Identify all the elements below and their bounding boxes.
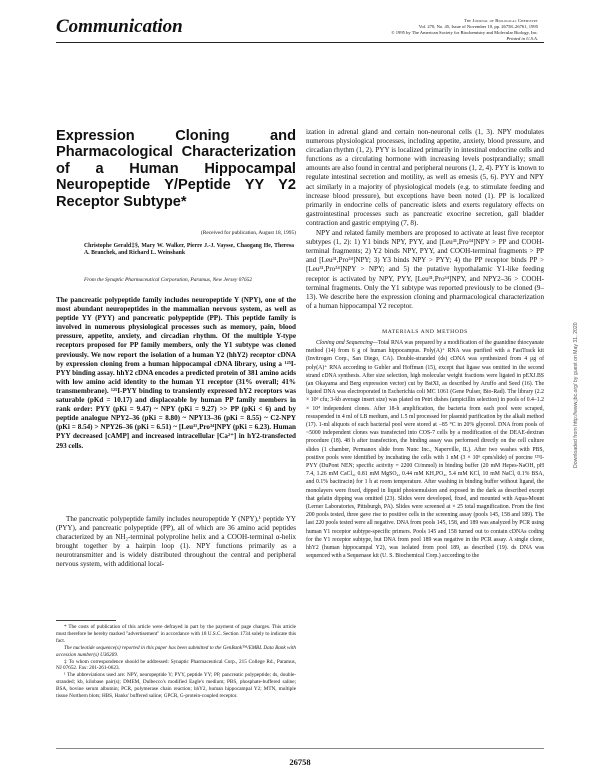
affiliation: From the Synaptic Pharmaceutical Corporation, Paramus, New Jersey 07652 bbox=[84, 277, 253, 283]
footnote-rule bbox=[56, 620, 116, 621]
bottom-rule bbox=[56, 748, 544, 749]
footnote-genbank: The nucleotide sequence(s) reported in this paper has been submitted to the GenBank™/EMBL Data Bank with accession number(s) U36269. bbox=[56, 644, 296, 658]
body-paragraph: ization in adrenal gland and certain non-neuronal cells (1, 3). NPY modulates numerous physiological processes, including appetite, anxiety, blood pressure, and circadian rhythm (1, 2). PYY is localized primarily in intestinal endocrine cells and functions as a circulating hormone with increasing levels postprandially; small amounts are also found in central and peripheral neurons (1, 2, 4). PYY is known to regulate intestinal secretion and motility, as well as emesis (5, 6). PYY and NPY act similarly in a majority of physiological models (e.g. to stimulate feeding and increase blood pressure), but exceptions have been noted (1). PP is localized primarily in endocrine cells of pancreatic islets and exerts regulatory effects on gastrointestinal processes such as pancreatic exocrine secretion, gall bladder contraction and gastric emptying (7, 8). bbox=[306, 128, 544, 227]
footnote-costs: * The costs of publication of this article were defrayed in part by the payment of page charges. This article must therefore be hereby marked "advertisement" in accordance with 18 U.S.C. Section 1734 solely to indicate this fact. bbox=[56, 624, 296, 644]
methods-heading: MATERIALS AND METHODS bbox=[382, 329, 468, 335]
page-number: 26758 bbox=[289, 757, 311, 767]
journal-name: The Journal of Biological Chemistry bbox=[463, 18, 538, 23]
author-list: Christophe Gerald‡§, Mary W. Walker, Pierre J.-J. Vaysse, Chaogang He, Theresa A. Branchek, and Richard L. Weinshank bbox=[84, 243, 294, 257]
methods-text: Total RNA was prepared by a modification of the guanidine thiocyanate method (14) from 6 g of human hippocampus. Poly(A)⁺ RNA was purified with a FastTrack kit (Invitrogen Corp., San Diego, CA). Double-stranded (ds) cDNA was synthesized from 4 μg of poly(A)⁺ RNA according to Gubler and Hoffman (15), except that ligase was omitted in the second strand cDNA synthesis. After size selection, high molecular weight fractions were ligated in pEXJ.BS (an Okayama and Berg expression vector) cut by BstXI, as described by Aruffo and Seed (16). The ligated DNA was electroporated in Escherichia coli MC 1061 (Gene Pulser, Bio-Rad). The library (2.2 × 10⁶ cfu; 3-kb average insert size) was plated on Petri dishes (ampicillin selection) in pools of 0.4–1.2 × 10⁴ independent clones. After 18-h amplification, the bacteria from each pool were scraped, resuspended in 4 ml of LB medium, and 1.5 ml processed for plasmid purification by the alkali method (17). 1-ml aliquots of each bacterial pool were stored at −85 °C in 20% glycerol. DNA from pools of ~5000 independent clones was transfected into COS-7 cells by a modification of the DEAE-dextran procedure (18). 48 h after transfection, the binding assay was performed directly on the cell culture slides (1 chamber, Permanox slide from Nunc Inc., Naperville, IL). After two washes with PBS, positive pools were identified by incubating the cells with 1 nM (3 × 10⁶ cpm/slide) of porcine ¹²⁵I-PYY (DuPont NEN; specific activity = 2200 Ci/mmol) in binding buffer (20 mM Hepes-NaOH, pH 7.4, 1.26 mM CaCl₂, 0.81 mM MgSO₄, 0.44 mM KH₂PO₄, 5.4 mM KCl, 10 mM NaCl, 0.1% BSA, and 0.1% bacitracin) for 1 h at room temperature. After washing in binding buffer without ligand, the monolayers were fixed, dipped in liquid photoemulsion and exposed in the dark as described except that gelatin dipping was omitted (23). Slides were developed, fixed, and mounted with Aqua-Mount (Lerner Laboratories, Pittsburgh, PA). Slides were screened at × 25 total magnification. From the first 200 pools tested, three gave rise to positive cells in the screening assay (pools 145, 158 and 189). The last 220 pools tested were all negative. DNA from pools 145, 158, and 189 was analyzed by PCR using human Y1 receptor subtype-specific primers. Pools 145 and 158 turned out to contain cDNAs coding for the Y1 receptor subtype, but DNA from pool 189 was negative in the PCR assay. A single clone, hhY2 (human hippocampal Y2), was isolated from pool 189, as described (19). ds DNA was sequenced with a Sequenase kit (U. S. Biochemical Corp.) according to the bbox=[306, 340, 544, 560]
journal-copyright: © 1995 by The American Society for Biochemistry and Molecular Biology, Inc. bbox=[391, 29, 538, 35]
methods-lead: Cloning and Sequencing— bbox=[316, 340, 378, 346]
footnote-correspondence: ‡ To whom correspondence should be addressed: Synaptic Pharmaceutical Corp., 215 College Rd., Paramus, NJ 07652. Fax: 201-261-0623. bbox=[56, 658, 296, 672]
intro-paragraph: The pancreatic polypeptide family includes neuropeptide Y (NPY),¹ peptide YY (PYY), and pancreatic polypeptide (PP), all of which are 36 amino acid peptides characterized by an NH₂-terminal polyproline helix and a COOH-terminal α-helix brought together by a hairpin loop (1). NPY functions primarily as a neurotransmitter and is widely distributed throughout the central and peripheral nervous system, with additional local- bbox=[56, 515, 296, 569]
journal-citation: Vol. 270, No. 45, Issue of November 10, pp. 26758–26761, 1995 bbox=[418, 23, 538, 29]
received-date: (Received for publication, August 18, 1995) bbox=[200, 230, 296, 236]
abstract: The pancreatic polypeptide family includes neuropeptide Y (NPY), one of the most abundant neuropeptides in the mammalian nervous system, as well as peptide YY (PYY) and pancreatic polypeptide (PP). This peptide family is involved in numerous physiological processes such as memory, pain, blood pressure, appetite, anxiety, and circadian rhythm. Of the multiple Y-type receptors proposed for PP family members, only the Y1 subtype was cloned previously. We now report the isolation of a human Y2 (hhY2) receptor cDNA by expression cloning from a human hippocampal cDNA library, using a ¹²⁵I-PYY binding assay. hhY2 cDNA encodes a predicted protein of 381 amino acids with low amino acid identity to the human Y1 receptor (31% overall; 41% transmembrane). ¹²⁵I-PYY binding to transiently expressed hY2 receptors was saturable (pKd = 10.17) and displaceable by human PP family members in rank order: PYY (pKi = 9.47) ~ NPY (pKi = 9.27) >> PP (pKi < 6) and by peptide analogue NPY2–36 (pKi = 8.80) ~ NPY13–36 (pKi = 8.55) ~ C2-NPY (pKi = 8.54) > NPY26–36 (pKi = 6.51) ~ [Leu³¹,Pro³⁴]NPY (pKi = 6.23). Human PYY decreased [cAMP] and increased intracellular [Ca²⁺] in hY2-transfected 293 cells. bbox=[56, 296, 296, 450]
header-rule bbox=[56, 42, 544, 43]
body-paragraph: NPY and related family members are proposed to activate at least five receptor subtypes (1, 2): 1) Y1 binds NPY, PYY, and [Leu³¹,Pro³⁴]NPY > PP and COOH-terminal fragments; 2) Y2 binds NPY, PYY, and COOH-terminal fragments > PP and [Leu³¹,Pro³⁴]NPY; 3) Y3 binds NPY > PYY; 4) the PP receptor binds PP > [Leu³¹,Pro³⁴]NPY > NPY; and 5) the putative hypothalamic Y1-like feeding receptor is activated by NPY, PYY, [Leu³¹,Pro³⁴]NPY, and NPY2–36 > COOH-terminal fragments. Only the Y1 subtype was reported previously to be cloned (9–13). We describe here the expression cloning and pharmacological characterization of a human hippocampal Y2 receptor. bbox=[306, 229, 544, 310]
footnotes bbox=[56, 624, 296, 700]
methods-paragraph bbox=[306, 339, 544, 560]
article-title: Expression Cloning and Pharmacological Characterization of a Human Hippocampal Neuropeptide Y/Peptide YY Y2 Receptor Subtype* bbox=[56, 128, 296, 210]
footnote-abbreviations: ¹ The abbreviations used are: NPY, neuropeptide Y; PYY, peptide YY; PP, pancreatic polypeptide; ds, double-stranded; kb, kilobase pair(s); DMEM, Dulbecco's modified Eagle's medium; PBS, phosphate-buffered saline; BSA, bovine serum albumin; PCR, polymerase chain reaction; hhY2, human hippocampal Y2; MTN, multiple tissue Northern blots; HBS, Hanks' buffered saline; GPCR, G-protein-coupled receptor. bbox=[56, 672, 296, 700]
right-body-text bbox=[306, 128, 544, 312]
journal-header bbox=[288, 18, 538, 42]
download-watermark: Downloaded from http://www.jbc.org/ by guest on May 31, 2020 bbox=[573, 322, 579, 468]
section-label: Communication bbox=[56, 16, 183, 37]
printed-in: Printed in U.S.A. bbox=[506, 35, 538, 41]
